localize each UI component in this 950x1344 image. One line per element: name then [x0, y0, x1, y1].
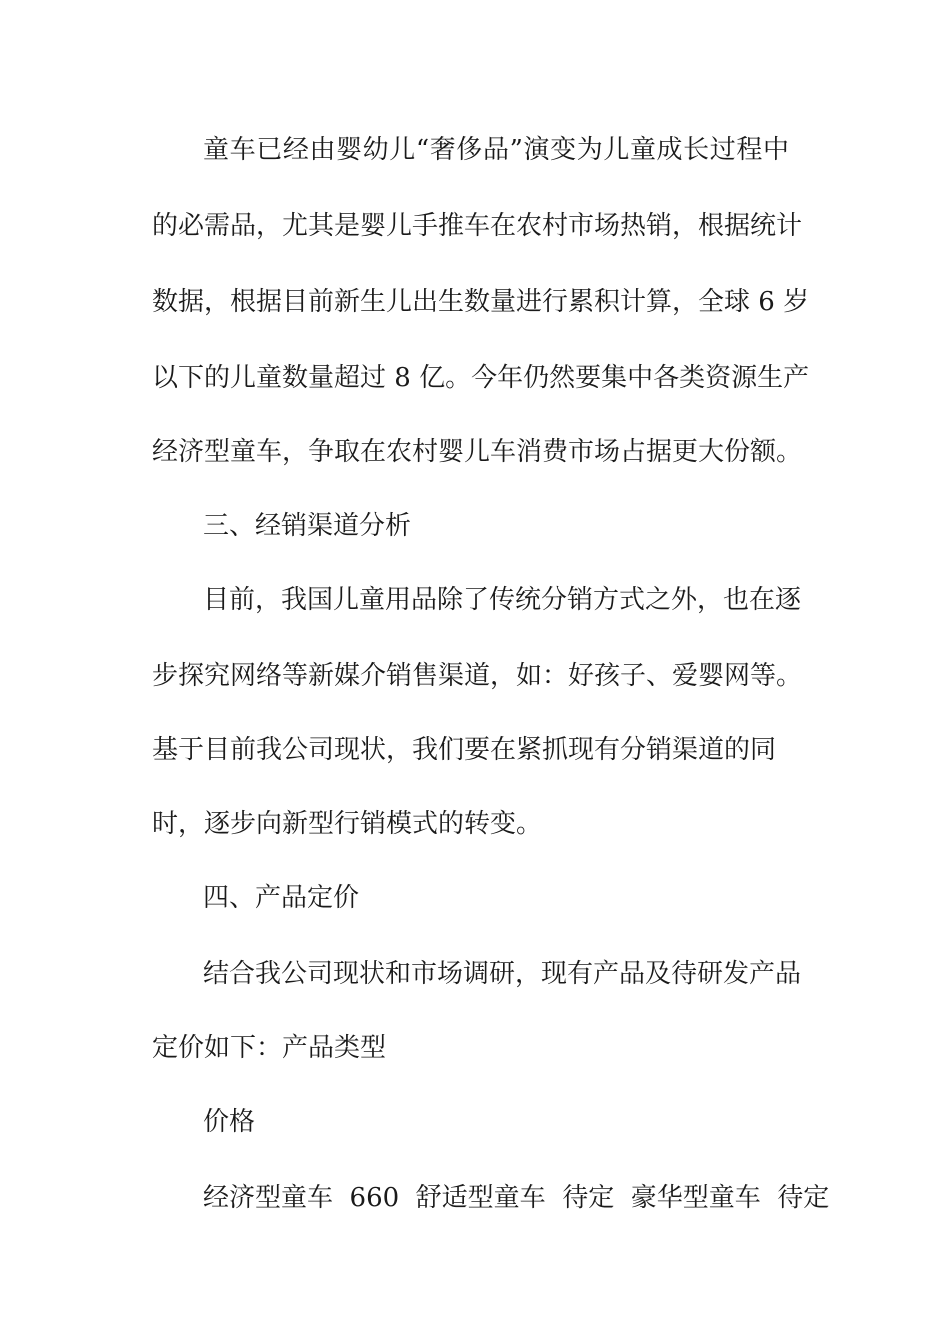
paragraph-line: 的必需品，尤其是婴儿手推车在农村市场热销，根据统计 [152, 211, 803, 241]
section-heading: 四、产品定价 [203, 883, 360, 913]
section-heading: 三、经销渠道分析 [203, 511, 412, 541]
paragraph-line: 以下的儿童数量超过 8 亿。今年仍然要集中各类资源生产 [152, 363, 810, 393]
paragraph-line: 定价如下：产品类型 [152, 1033, 387, 1063]
price-list-line: 经济型童车 660 舒适型童车 待定 豪华型童车 待定 [203, 1183, 830, 1213]
paragraph-line: 童车已经由婴幼儿“奢侈品”演变为儿童成长过程中 [203, 135, 789, 165]
paragraph-line: 结合我公司现状和市场调研，现有产品及待研发产品 [203, 959, 802, 989]
paragraph-line: 时，逐步向新型行销模式的转变。 [152, 809, 543, 839]
paragraph-line: 经济型童车，争取在农村婴儿车消费市场占据更大份额。 [152, 437, 803, 467]
paragraph-line: 数据，根据目前新生儿出生数量进行累积计算，全球 6 岁 [152, 287, 810, 317]
paragraph-line: 步探究网络等新媒介销售渠道，如：好孩子、爱婴网等。 [152, 661, 803, 691]
paragraph-line: 价格 [203, 1107, 256, 1137]
paragraph-line: 基于目前我公司现状，我们要在紧抓现有分销渠道的同 [152, 735, 777, 765]
paragraph-line: 目前，我国儿童用品除了传统分销方式之外，也在逐 [203, 585, 802, 615]
